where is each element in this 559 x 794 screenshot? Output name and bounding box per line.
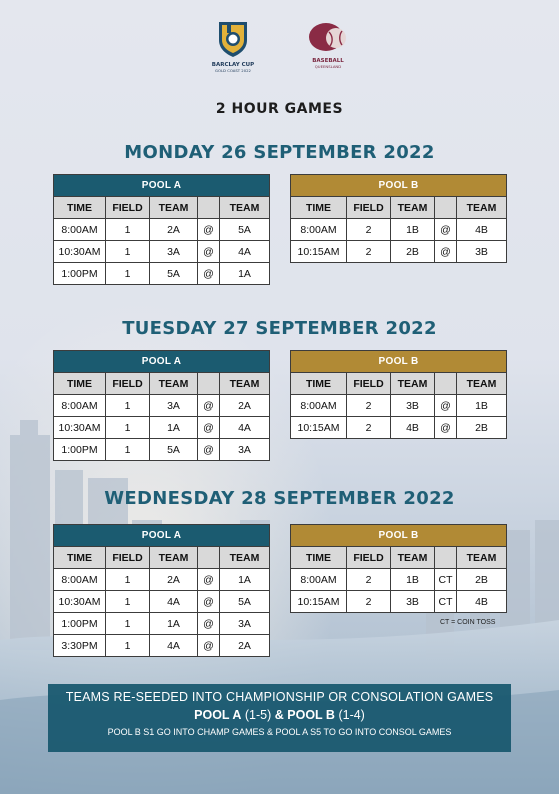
table-cell: 8:00AM [291,395,347,417]
table-cell: 2A [220,395,270,417]
table-cell: 8:00AM [291,569,347,591]
baseball-queensland-logo [300,20,356,70]
table-row [291,591,507,613]
table-cell: 8:00AM [54,569,106,591]
barclay-shield-icon [216,20,250,58]
table-cell: 2A [220,635,270,657]
table-cell: 1 [106,635,150,657]
table-row [54,439,270,461]
table-row [291,219,507,241]
table-cell: @ [198,635,220,657]
table-cell: @ [435,219,457,241]
table-cell: 1B [391,219,435,241]
banner-line-3: POOL B S1 GO INTO CHAMP GAMES & POOL A S5 TO GO INTO CONSOL GAMES [107,727,452,737]
table-cell: 2 [347,569,391,591]
table-cell: 1:00PM [54,439,106,461]
pool-header: POOL B [291,351,507,373]
table-row [291,417,507,439]
table-cell: 4B [391,417,435,439]
table-row [54,613,270,635]
table-cell: 3A [150,395,198,417]
column-header: TEAM [457,197,507,219]
table-cell: 1:00PM [54,613,106,635]
table-cell: @ [198,613,220,635]
schedule-table-b [290,174,507,263]
table-cell: 1 [106,241,150,263]
table-cell: CT [435,591,457,613]
table-cell: @ [198,219,220,241]
table-row [54,591,270,613]
table-cell: 2A [150,219,198,241]
day-title-monday: MONDAY 26 SEPTEMBER 2022 [124,142,435,163]
column-header: TEAM [150,373,198,395]
column-header: TEAM [391,547,435,569]
table-cell: 1 [106,591,150,613]
table-cell: 10:30AM [54,241,106,263]
table-cell: 1A [220,263,270,285]
table-cell: 1:00PM [54,263,106,285]
table-cell: 8:00AM [54,219,106,241]
banner-pool-b: POOL B [287,708,335,722]
day-title-wednesday: WEDNESDAY 28 SEPTEMBER 2022 [104,488,455,509]
coin-toss-note: CT = COIN TOSS [440,619,496,626]
table-cell: @ [198,569,220,591]
schedule-table-a [53,350,270,461]
table-cell: 3A [220,613,270,635]
table-cell: 2B [457,417,507,439]
column-header: TEAM [150,197,198,219]
column-header: TEAM [220,373,270,395]
banner-line-2 [48,708,511,722]
table-cell: 2B [457,569,507,591]
pool-header: POOL A [54,525,270,547]
column-header: TEAM [391,197,435,219]
table-cell: 2 [347,395,391,417]
table-cell: 4A [220,241,270,263]
table-cell: 5A [220,219,270,241]
table-cell: 3A [150,241,198,263]
table-cell: 3B [457,241,507,263]
column-header [435,547,457,569]
schedule-table-a [53,174,270,285]
table-cell: 1 [106,395,150,417]
column-header [198,547,220,569]
bq-logo-text: BASEBALL QUEENSLAND [312,58,344,69]
table-cell: @ [435,241,457,263]
banner-pool-a-range: (1-5) [244,708,272,722]
column-header: FIELD [347,197,391,219]
table-cell: 2A [150,569,198,591]
table-cell: 4A [220,417,270,439]
column-header: FIELD [347,373,391,395]
table-cell: 3:30PM [54,635,106,657]
table-cell: 8:00AM [291,219,347,241]
table-cell: @ [198,591,220,613]
table-cell: 10:30AM [54,417,106,439]
column-header: FIELD [106,547,150,569]
table-cell: 2 [347,219,391,241]
table-cell: 1B [457,395,507,417]
table-cell: 10:15AM [291,417,347,439]
column-header: TIME [54,373,106,395]
table-row [54,219,270,241]
day-title-tuesday: TUESDAY 27 SEPTEMBER 2022 [122,318,437,339]
table-cell: @ [198,439,220,461]
table-cell: 3B [391,395,435,417]
table-cell: @ [198,395,220,417]
column-header: TIME [54,547,106,569]
pool-header: POOL A [54,351,270,373]
pool-header: POOL A [54,175,270,197]
schedule-table-a [53,524,270,657]
banner-line-1: TEAMS RE-SEEDED INTO CHAMPIONSHIP OR CONSOLATION GAMES [65,690,494,704]
table-row [54,395,270,417]
table-cell: 10:15AM [291,591,347,613]
table-row [54,569,270,591]
column-header: TEAM [220,197,270,219]
table-cell: 10:15AM [291,241,347,263]
schedule-table-b [290,524,507,613]
table-cell: 8:00AM [54,395,106,417]
table-row [291,241,507,263]
banner-pool-a: POOL A [194,708,242,722]
table-row [291,395,507,417]
table-cell: 2B [391,241,435,263]
table-cell: 4B [457,591,507,613]
table-cell: 3B [391,591,435,613]
table-cell: 1A [150,417,198,439]
column-header: FIELD [106,373,150,395]
column-header [435,197,457,219]
table-cell: 1 [106,219,150,241]
table-cell: 1B [391,569,435,591]
pool-header: POOL B [291,525,507,547]
column-header: TEAM [391,373,435,395]
barclay-logo-text: BARCLAY CUP GOLD COAST 2022 [211,62,255,73]
table-cell: 2 [347,241,391,263]
column-header: FIELD [347,547,391,569]
column-header [435,373,457,395]
column-header: TEAM [457,373,507,395]
column-header: FIELD [106,197,150,219]
schedule-table-b [290,350,507,439]
column-header [198,197,220,219]
table-cell: 10:30AM [54,591,106,613]
pool-header: POOL B [291,175,507,197]
page-subtitle: 2 HOUR GAMES [215,101,344,117]
table-row [54,417,270,439]
column-header: TEAM [150,547,198,569]
table-cell: CT [435,569,457,591]
reseeding-banner [48,684,511,752]
table-cell: 1 [106,417,150,439]
table-cell: @ [198,263,220,285]
table-row [54,263,270,285]
table-cell: 4B [457,219,507,241]
table-cell: 1 [106,439,150,461]
barclay-cup-logo [208,20,258,74]
column-header: TIME [54,197,106,219]
table-cell: 5A [150,263,198,285]
table-row [54,635,270,657]
banner-pool-b-range: (1-4) [338,708,365,722]
table-cell: 1A [220,569,270,591]
table-cell: 3A [220,439,270,461]
table-cell: 1 [106,569,150,591]
table-cell: 5A [150,439,198,461]
table-cell: @ [435,417,457,439]
table-cell: 5A [220,591,270,613]
column-header: TIME [291,197,347,219]
table-cell: 2 [347,417,391,439]
table-cell: @ [435,395,457,417]
table-cell: 2 [347,591,391,613]
table-cell: 1A [150,613,198,635]
table-cell: @ [198,241,220,263]
banner-ampersand: & [274,708,284,722]
table-row [54,241,270,263]
table-row [291,569,507,591]
baseball-icon [304,20,352,54]
column-header: TEAM [220,547,270,569]
logo-bar [0,20,559,80]
column-header: TIME [291,373,347,395]
table-cell: @ [198,417,220,439]
column-header [198,373,220,395]
column-header: TIME [291,547,347,569]
table-cell: 4A [150,591,198,613]
column-header: TEAM [457,547,507,569]
table-cell: 1 [106,613,150,635]
table-cell: 1 [106,263,150,285]
table-cell: 4A [150,635,198,657]
